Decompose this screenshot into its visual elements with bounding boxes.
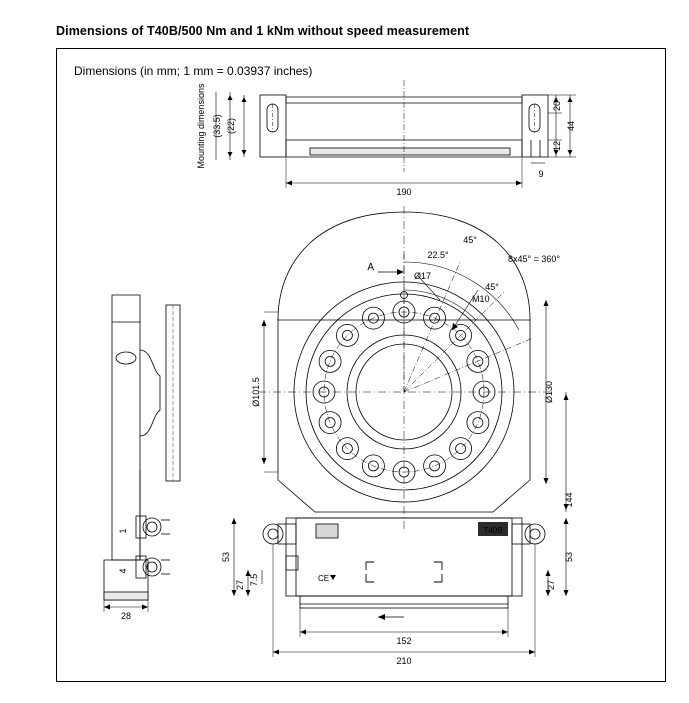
label-20: 20 <box>552 100 562 112</box>
label-diameter-101-5: Ø101.5 <box>251 377 261 407</box>
label-28: 28 <box>120 611 132 621</box>
label-thread-m10: M10 <box>472 294 490 304</box>
label-27-right: 27 <box>546 579 556 591</box>
label-connector-4: 4 <box>118 568 128 574</box>
label-ce-marking: CE <box>318 574 330 583</box>
label-33-5: (33.5) <box>212 114 222 138</box>
label-152: 152 <box>396 636 412 646</box>
label-9: 9 <box>538 169 544 179</box>
label-angle-45-outer: 45° <box>463 235 477 245</box>
label-mounting-dimensions: Mounting dimensions <box>196 83 206 169</box>
label-brand: T40B <box>483 526 503 535</box>
label-53-right: 53 <box>564 551 574 563</box>
side-view <box>104 295 180 612</box>
label-144: 144 <box>564 492 574 508</box>
label-44: 44 <box>566 120 576 132</box>
label-12: 12 <box>552 140 562 152</box>
label-27-left: 27 <box>235 579 245 591</box>
drawing-caption: Dimensions (in mm; 1 mm = 0.03937 inches) <box>74 64 313 78</box>
label-22: (22) <box>226 117 236 135</box>
label-bolt-circle-note: 8x45° = 360° <box>508 254 560 264</box>
label-hole-diameter-17: Ø17 <box>414 271 432 281</box>
page-title: Dimensions of T40B/500 Nm and 1 kNm without speed measurement <box>56 24 470 38</box>
label-section-a-top: A <box>367 262 374 273</box>
label-210: 210 <box>396 656 412 666</box>
label-connector-1: 1 <box>118 528 128 534</box>
label-angle-45-inner: 45° <box>485 282 499 292</box>
label-diameter-130: Ø130 <box>544 380 554 404</box>
label-190: 190 <box>396 187 412 197</box>
label-53-left: 53 <box>221 551 231 563</box>
label-7-5: 7.5 <box>249 573 259 587</box>
label-angle-22-5: 22.5° <box>427 250 449 260</box>
top-view <box>216 80 576 188</box>
